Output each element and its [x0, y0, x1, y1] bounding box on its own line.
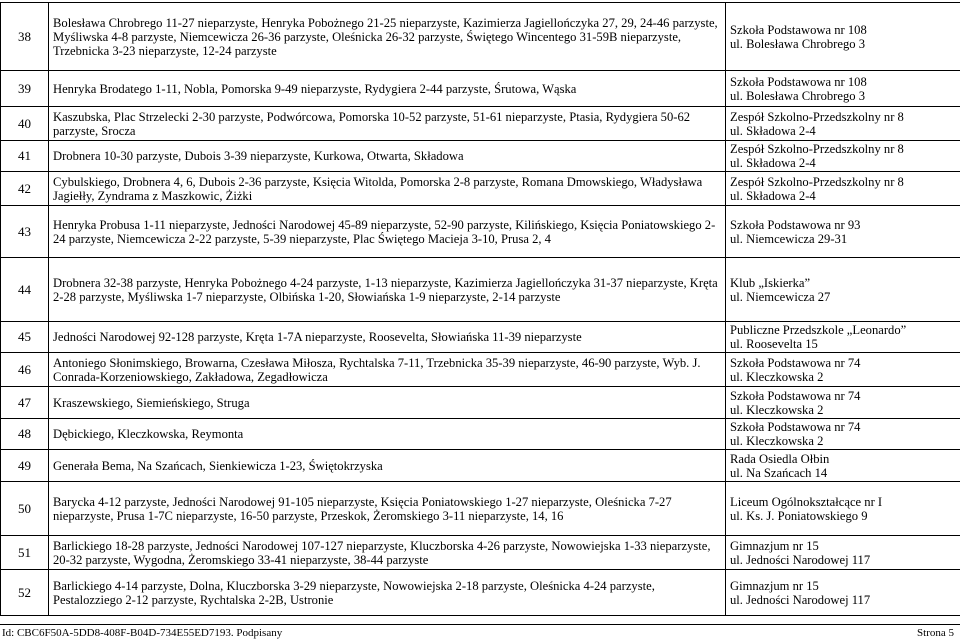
polling-station: [726, 536, 960, 570]
district-number: 39: [1, 71, 49, 107]
polling-station-address: ul. Składowa 2-4: [730, 189, 956, 203]
table-row: [1, 71, 960, 107]
polling-station-address: ul. Roosevelta 15: [730, 337, 956, 351]
district-streets: Barlickiego 4-14 parzyste, Dolna, Kluczborska 3-29 nieparzyste, Nowowiejska 2-18 parzyste, Oleśnicka 4-24 parzyste, Pestalozziego 2-12 parzyste, Rychtalska 2-2B, Ustronie: [49, 570, 726, 616]
table-row: [1, 353, 960, 387]
polling-station-address: ul. Kleczkowska 2: [730, 403, 956, 417]
district-number: 44: [1, 258, 49, 322]
table-row: [1, 536, 960, 570]
polling-station: [726, 206, 960, 258]
polling-station-address: ul. Niemcewicza 29-31: [730, 232, 956, 246]
polling-station-address: ul. Kleczkowska 2: [730, 434, 956, 448]
polling-station: [726, 3, 960, 71]
district-streets: Jedności Narodowej 92-128 parzyste, Kręta 1-7A nieparzyste, Roosevelta, Słowiańska 11-39 nieparzyste: [49, 322, 726, 353]
district-streets: Kaszubska, Plac Strzelecki 2-30 parzyste, Podwórcowa, Pomorska 10-52 parzyste, 51-61 nieparzyste, Ptasia, Rydygiera 50-62 parzyste, Srocza: [49, 107, 726, 141]
table-row: [1, 141, 960, 172]
district-streets: Kraszewskiego, Siemieńskiego, Struga: [49, 387, 726, 419]
polling-station: [726, 322, 960, 353]
polling-station-address: ul. Składowa 2-4: [730, 124, 956, 138]
district-number: 43: [1, 206, 49, 258]
district-number: 51: [1, 536, 49, 570]
table-row: [1, 419, 960, 450]
table-row: [1, 172, 960, 206]
polling-station: [726, 107, 960, 141]
polling-station: [726, 482, 960, 536]
district-number: 52: [1, 570, 49, 616]
page-number: Strona 5: [917, 625, 954, 641]
polling-station-name: Szkoła Podstawowa nr 74: [730, 389, 956, 403]
districts-table: [0, 2, 960, 616]
district-streets: Barycka 4-12 parzyste, Jedności Narodowej 91-105 nieparzyste, Księcia Poniatowskiego 1-27 nieparzyste, Oleśnicka 7-27 nieparzyste, Prusa 1-7C nieparzyste, 16-50 parzyste, Przeskok, Żeromskiego 3-11 nieparzyste, 14, 16: [49, 482, 726, 536]
polling-station-address: ul. Jedności Narodowej 117: [730, 553, 956, 567]
polling-station: [726, 71, 960, 107]
polling-station-address: ul. Bolesława Chrobrego 3: [730, 37, 956, 51]
polling-station-name: Szkoła Podstawowa nr 108: [730, 23, 956, 37]
district-streets: Generała Bema, Na Szańcach, Sienkiewicza 1-23, Świętokrzyska: [49, 450, 726, 482]
polling-station-name: Rada Osiedla Ołbin: [730, 452, 956, 466]
district-number: 46: [1, 353, 49, 387]
polling-station-address: ul. Bolesława Chrobrego 3: [730, 89, 956, 103]
district-streets: Barlickiego 18-28 parzyste, Jedności Narodowej 107-127 nieparzyste, Kluczborska 4-26 parzyste, Nowowiejska 1-33 nieparzyste, 20-32 parzyste, Wygodna, Żeromskiego 33-41 nieparzyste, 38-44 parzyste: [49, 536, 726, 570]
polling-station: [726, 419, 960, 450]
districts-table-body: [1, 3, 960, 616]
district-number: 45: [1, 322, 49, 353]
table-row: [1, 570, 960, 616]
polling-station: [726, 570, 960, 616]
table-row: [1, 387, 960, 419]
district-streets: Henryka Brodatego 1-11, Nobla, Pomorska 9-49 nieparzyste, Rydygiera 2-44 parzyste, Śrutowa, Wąska: [49, 71, 726, 107]
district-streets: Dębickiego, Kleczkowska, Reymonta: [49, 419, 726, 450]
polling-station: [726, 353, 960, 387]
polling-station-name: Klub „Iskierka”: [730, 276, 956, 290]
polling-station: [726, 258, 960, 322]
district-number: 50: [1, 482, 49, 536]
polling-station-name: Szkoła Podstawowa nr 93: [730, 218, 956, 232]
table-row: [1, 107, 960, 141]
table-row: [1, 450, 960, 482]
polling-station-name: Szkoła Podstawowa nr 74: [730, 356, 956, 370]
district-number: 49: [1, 450, 49, 482]
district-number: 47: [1, 387, 49, 419]
polling-station-name: Publiczne Przedszkole „Leonardo”: [730, 323, 956, 337]
table-row: [1, 206, 960, 258]
polling-station-address: ul. Na Szańcach 14: [730, 466, 956, 480]
district-number: 48: [1, 419, 49, 450]
district-streets: Henryka Probusa 1-11 nieparzyste, Jedności Narodowej 45-89 nieparzyste, 52-90 parzyste, Kilińskiego, Księcia Poniatowskiego 2-24 parzyste, Niemcewicza 2-22 parzyste, 5-39 nieparzyste, Plac Świętego Macieja 3-10, Prusa 2, 4: [49, 206, 726, 258]
district-number: 38: [1, 3, 49, 71]
document-id: Id: CBC6F50A-5DD8-408F-B04D-734E55ED7193. Podpisany: [2, 625, 282, 641]
polling-station-address: ul. Składowa 2-4: [730, 156, 956, 170]
district-number: 42: [1, 172, 49, 206]
polling-station-name: Zespół Szkolno-Przedszkolny nr 8: [730, 142, 956, 156]
table-row: [1, 322, 960, 353]
polling-station: [726, 387, 960, 419]
district-streets: Drobnera 32-38 parzyste, Henryka Pobożnego 4-24 parzyste, 1-13 nieparzyste, Kazimierza Jagiellończyka 31-37 nieparzyste, Kręta 2-28 parzyste, Myśliwska 1-7 nieparzyste, Olbińska 1-20, Słowiańska 1-9 nieparzyste, 2-14 parzyste: [49, 258, 726, 322]
district-number: 41: [1, 141, 49, 172]
polling-station-address: ul. Kleczkowska 2: [730, 370, 956, 384]
page-footer: [0, 624, 960, 641]
district-streets: Cybulskiego, Drobnera 4, 6, Dubois 2-36 parzyste, Księcia Witolda, Pomorska 2-8 parzyste, Romana Dmowskiego, Władysława Jagiełły, Zyndrama z Maszkowic, Żiżki: [49, 172, 726, 206]
polling-station-name: Zespół Szkolno-Przedszkolny nr 8: [730, 175, 956, 189]
polling-station-name: Szkoła Podstawowa nr 108: [730, 75, 956, 89]
district-streets: Antoniego Słonimskiego, Browarna, Czesława Miłosza, Rychtalska 7-11, Trzebnicka 35-39 nieparzyste, 46-90 parzyste, Wyb. J. Conrada-Korzeniowskiego, Zakładowa, Zegadłowicza: [49, 353, 726, 387]
district-number: 40: [1, 107, 49, 141]
polling-station: [726, 141, 960, 172]
table-row: [1, 3, 960, 71]
polling-station-name: Gimnazjum nr 15: [730, 539, 956, 553]
district-streets: Bolesława Chrobrego 11-27 nieparzyste, Henryka Pobożnego 21-25 nieparzyste, Kazimierza Jagiellończyka 27, 29, 24-46 parzyste, Myśliwska 4-8 parzyste, Niemcewicza 26-36 parzyste, Oleśnicka 26-32 parzyste, Świętego Wincentego 31-59B nieparzyste, Trzebnicka 3-23 nieparzyste, 12-24 parzyste: [49, 3, 726, 71]
polling-station-address: ul. Niemcewicza 27: [730, 290, 956, 304]
polling-station-address: ul. Jedności Narodowej 117: [730, 593, 956, 607]
polling-station: [726, 450, 960, 482]
table-row: [1, 258, 960, 322]
polling-station-address: ul. Ks. J. Poniatowskiego 9: [730, 509, 956, 523]
polling-station: [726, 172, 960, 206]
polling-station-name: Liceum Ogólnokształcące nr I: [730, 495, 956, 509]
table-row: [1, 482, 960, 536]
district-streets: Drobnera 10-30 parzyste, Dubois 3-39 nieparzyste, Kurkowa, Otwarta, Składowa: [49, 141, 726, 172]
polling-station-name: Zespół Szkolno-Przedszkolny nr 8: [730, 110, 956, 124]
polling-station-name: Gimnazjum nr 15: [730, 579, 956, 593]
polling-station-name: Szkoła Podstawowa nr 74: [730, 420, 956, 434]
